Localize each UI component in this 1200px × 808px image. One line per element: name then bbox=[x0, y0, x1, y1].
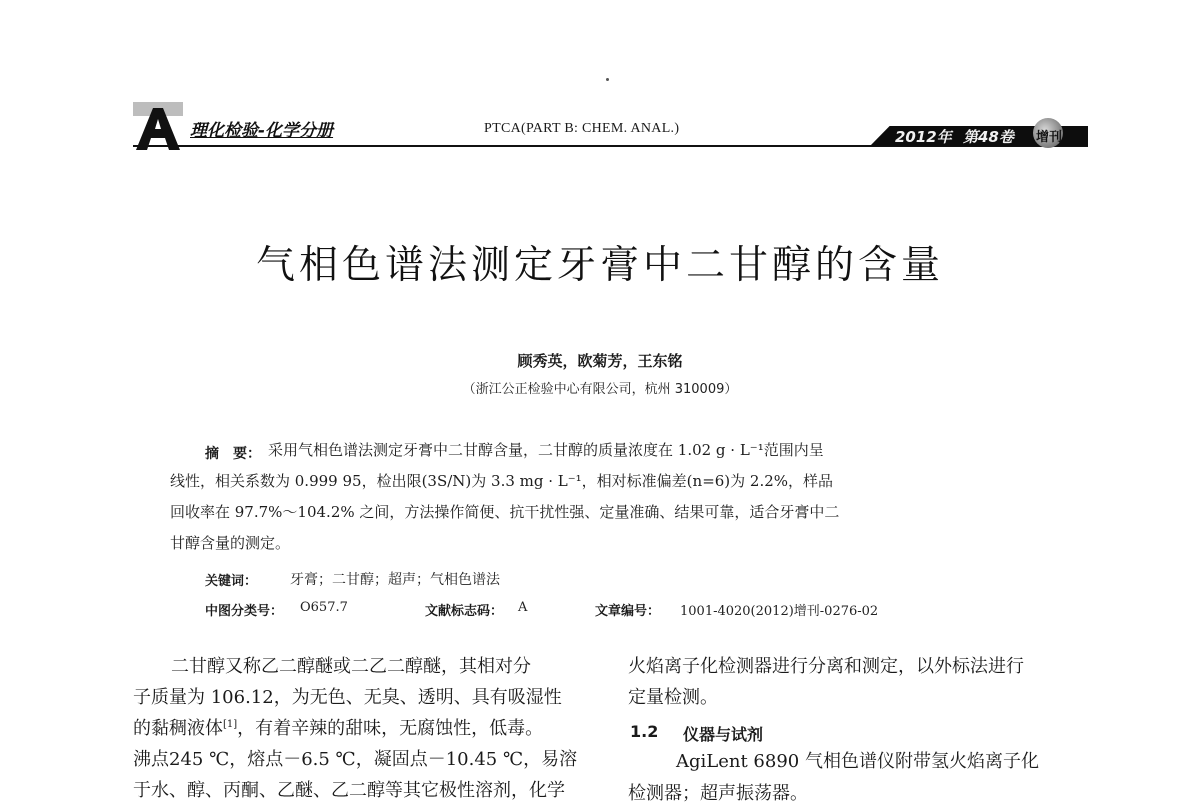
issue-year: 2012年 bbox=[895, 128, 952, 146]
article-number-value: 1001-4020(2012)增刊-0276-02 bbox=[680, 604, 879, 619]
section-heading: 仪器与试剂 bbox=[683, 725, 764, 744]
article-number-label: 文章编号： bbox=[595, 604, 661, 619]
body-line: 沸点245 ℃，熔点－6.5 ℃，凝固点－10.45 ℃，易溶 bbox=[133, 749, 578, 770]
scan-speck bbox=[606, 78, 609, 81]
paper-title: 气相色谱法测定牙膏中二甘醇的含量 bbox=[255, 243, 944, 288]
abstract-label: 摘 要： bbox=[205, 446, 261, 462]
supplement-label: 增刊 bbox=[1036, 130, 1063, 145]
keywords-label: 关键词： bbox=[205, 574, 258, 589]
section-number: 1.2 bbox=[630, 722, 659, 741]
journal-logo-icon bbox=[133, 102, 183, 150]
body-text: ，有着辛辣的甜味，无腐蚀性，低毒。 bbox=[237, 718, 544, 739]
journal-english-name: PTCA(PART B: CHEM. ANAL.) bbox=[484, 121, 680, 136]
abstract-line: 采用气相色谱法测定牙膏中二甘醇含量，二甘醇的质量浓度在 1.02 g · L⁻¹范围内呈 bbox=[268, 441, 824, 459]
body-line: 子质量为 106.12，为无色、无臭、透明、具有吸湿性 bbox=[133, 687, 562, 708]
body-line: 检测器；超声振荡器。 bbox=[628, 783, 808, 804]
keywords-value: 牙膏；二甘醇；超声；气相色谱法 bbox=[290, 572, 500, 588]
author-list: 顾秀英，欧菊芳，王东铭 bbox=[517, 352, 683, 370]
clc-value: O657.7 bbox=[300, 600, 348, 615]
issue-volume: 第48卷 bbox=[963, 128, 1014, 146]
body-text: 的黏稠液体 bbox=[133, 718, 223, 739]
abstract-line: 甘醇含量的测定。 bbox=[170, 534, 291, 552]
abstract-line: 线性，相关系数为 0.999 95，检出限(3S/N)为 3.3 mg · L⁻¹，相对标准偏差(n=6)为 2.2%，样品 bbox=[170, 472, 834, 490]
body-line: 于水、醇、丙酮、乙醚、乙二醇等其它极性溶剂，化学 bbox=[133, 780, 565, 801]
author-affiliation: （浙江公正检验中心有限公司，杭州 310009） bbox=[462, 382, 738, 397]
document-code-label: 文献标志码： bbox=[425, 604, 504, 619]
journal-chinese-name: 理化检验-化学分册 bbox=[190, 121, 334, 141]
body-line: 定量检测。 bbox=[628, 687, 718, 708]
body-line: 火焰离子化检测器进行分离和测定，以外标法进行 bbox=[628, 656, 1024, 677]
body-line bbox=[133, 720, 543, 738]
clc-label: 中图分类号： bbox=[205, 604, 284, 619]
body-line: 二甘醇又称乙二醇醚或二乙二醇醚，其相对分 bbox=[171, 656, 531, 677]
body-line: AgiLent 6890 气相色谱仪附带氢火焰离子化 bbox=[676, 751, 1039, 772]
citation-ref[interactable]: [1] bbox=[223, 719, 238, 730]
abstract-line: 回收率在 97.7%～104.2% 之间，方法操作简便、抗干扰性强、定量准确、结果可靠，适合牙膏中二 bbox=[170, 503, 840, 521]
document-code-value: A bbox=[518, 600, 528, 615]
